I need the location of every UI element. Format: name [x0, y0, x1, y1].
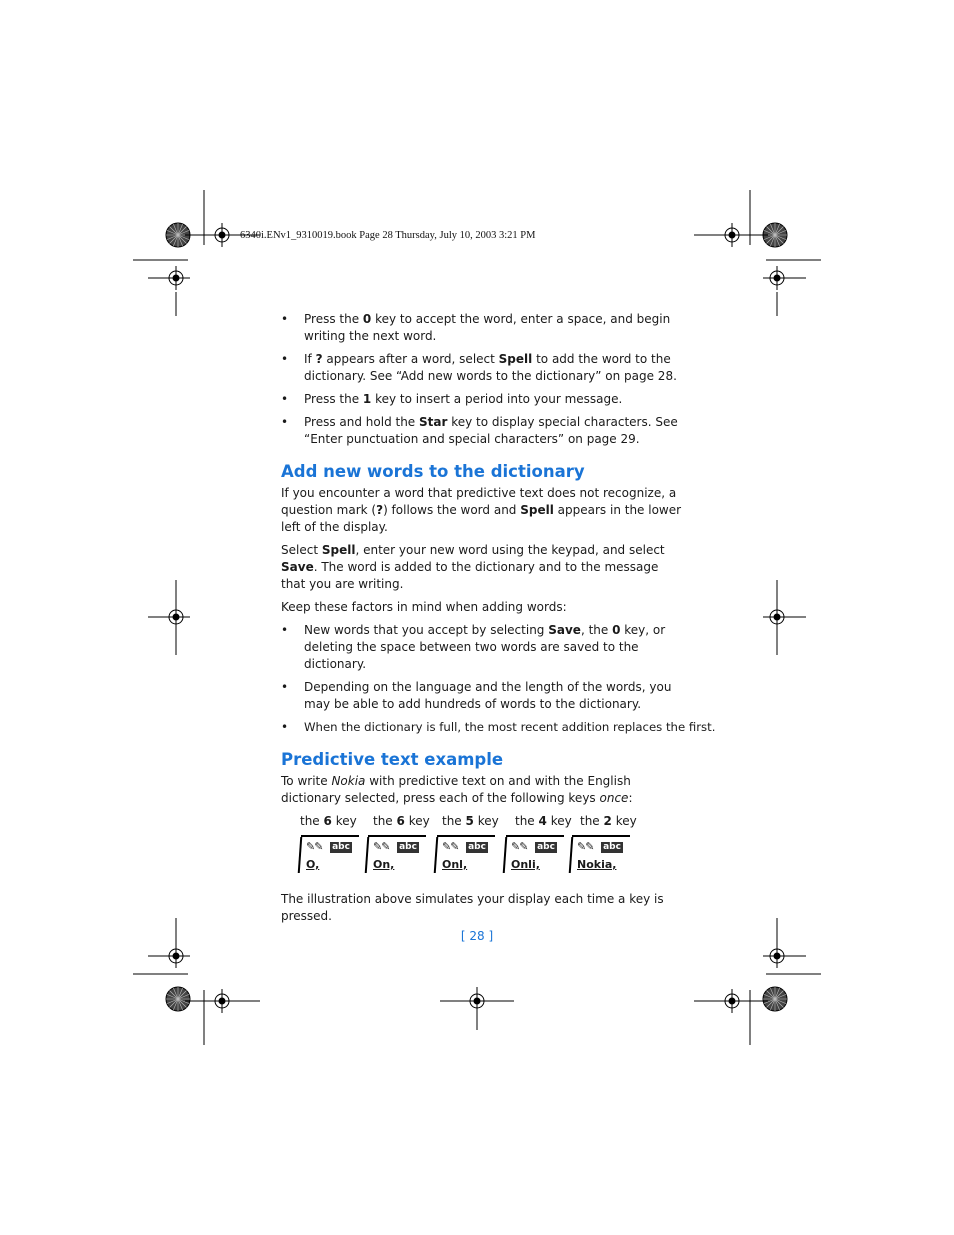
- key-label: the 6 key: [300, 814, 357, 828]
- pencil-icon: ✎✎: [306, 840, 323, 853]
- key-label: the 5 key: [442, 814, 499, 828]
- pencil-icon: ✎✎: [511, 840, 528, 853]
- list-item: • Press the 0 key to accept the word, enter a space, and begin writing the next word.: [281, 311, 686, 345]
- registration-mark-icon: [164, 266, 188, 290]
- factors-bullet-list: [281, 622, 716, 736]
- display-word: Onl,: [442, 858, 468, 871]
- list-item: • When the dictionary is full, the most recent addition replaces the first.: [281, 719, 686, 736]
- display-illustrations: [299, 835, 686, 881]
- phone-display: [504, 835, 562, 873]
- illustration-caption: The illustration above simulates your display each time a key is pressed.: [281, 892, 664, 923]
- paragraph: To write Nokia with predictive text on and with the English dictionary selected, press each of the following keys once:: [281, 774, 633, 805]
- pencil-icon: ✎✎: [577, 840, 594, 853]
- key-sequence: [299, 813, 686, 835]
- list-item: • New words that you accept by selecting Save, the 0 key, or deleting the space between two words are saved to the dictionary.: [281, 622, 686, 673]
- registration-mark-icon: [765, 944, 789, 968]
- phone-display: [435, 835, 493, 873]
- registration-mark-icon: [765, 605, 789, 629]
- input-mode-badge: abc: [466, 842, 488, 853]
- phone-display: [366, 835, 424, 873]
- registration-mark-icon: [164, 944, 188, 968]
- key-label: the 2 key: [580, 814, 637, 828]
- registration-mark-icon: [720, 223, 744, 247]
- registration-mark-icon: [164, 605, 188, 629]
- display-word: Onli,: [511, 858, 540, 871]
- top-bullet-list: [281, 311, 686, 448]
- key-label: the 4 key: [515, 814, 572, 828]
- input-mode-badge: abc: [397, 842, 419, 853]
- list-item: • Press the 1 key to insert a period into your message.: [281, 391, 686, 408]
- registration-mark-icon: [210, 223, 234, 247]
- display-word: O,: [306, 858, 320, 871]
- input-mode-badge: abc: [330, 842, 352, 853]
- registration-mark-icon: [720, 989, 744, 1013]
- registration-mark-icon: [210, 989, 234, 1013]
- phone-display: [570, 835, 628, 873]
- paragraph: Keep these factors in mind when adding words:: [281, 600, 567, 614]
- registration-mark-icon: [765, 266, 789, 290]
- registration-mark-icon: [465, 989, 489, 1013]
- list-item: • Depending on the language and the length of the words, you may be able to add hundreds of words to the dictionary.: [281, 679, 686, 713]
- starburst-target-icon: [763, 987, 787, 1011]
- starburst-target-icon: [763, 223, 787, 247]
- input-mode-badge: abc: [601, 842, 623, 853]
- page-number: [ 28 ]: [460, 929, 494, 943]
- display-word: Nokia,: [577, 858, 617, 871]
- print-header: 6340i.ENv1_9310019.book Page 28 Thursday, July 10, 2003 3:21 PM: [240, 230, 536, 241]
- starburst-target-icon: [166, 987, 190, 1011]
- starburst-target-icon: [166, 223, 190, 247]
- pencil-icon: ✎✎: [373, 840, 390, 853]
- section-heading-add-words: Add new words to the dictionary: [281, 462, 585, 481]
- paragraph: Select Spell, enter your new word using the keypad, and select Save. The word is added to the dictionary and to the message that you are writing.: [281, 543, 665, 591]
- section-heading-predictive-example: Predictive text example: [281, 750, 504, 769]
- list-item: • Press and hold the Star key to display special characters. See “Enter punctuation and special characters” on page 29.: [281, 414, 686, 448]
- page-content: [281, 311, 716, 931]
- paragraph: If you encounter a word that predictive text does not recognize, a question mark (?) follows the word and Spell appears in the lower left of the display.: [281, 486, 682, 534]
- display-word: On,: [373, 858, 395, 871]
- key-label: the 6 key: [373, 814, 430, 828]
- pencil-icon: ✎✎: [442, 840, 459, 853]
- list-item: • If ? appears after a word, select Spell to add the word to the dictionary. See “Add new words to the dictionary” on page 28.: [281, 351, 686, 385]
- phone-display: [299, 835, 357, 873]
- input-mode-badge: abc: [535, 842, 557, 853]
